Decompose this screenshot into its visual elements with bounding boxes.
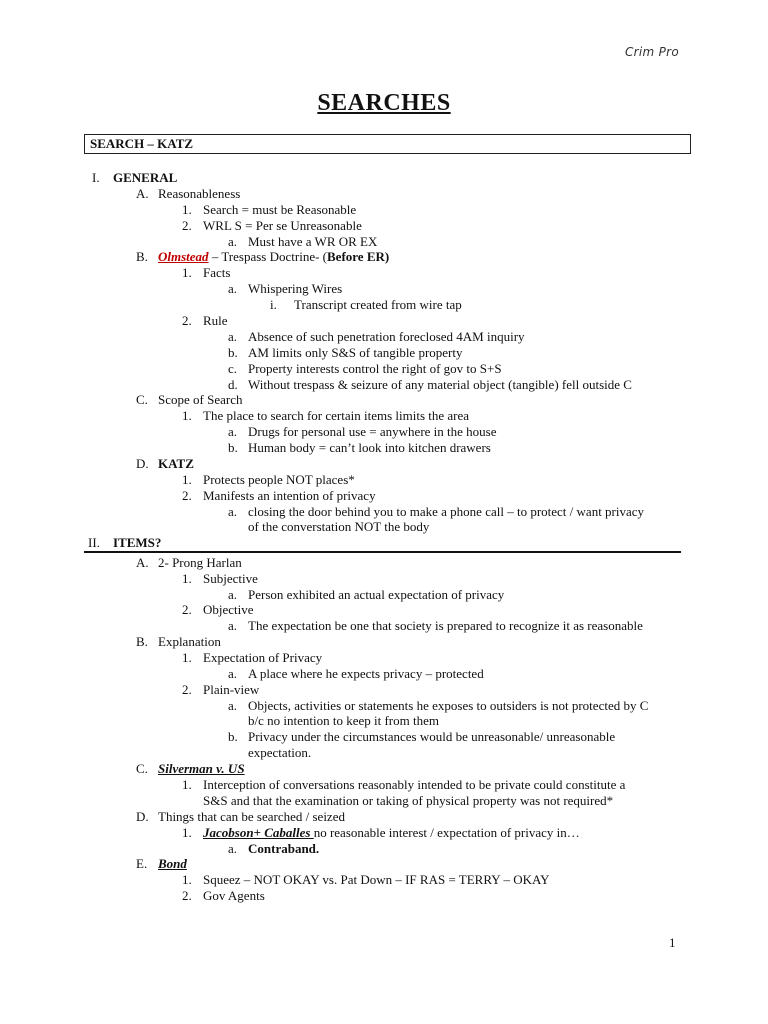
outline-item: The place to search for certain items limits the area	[203, 408, 470, 423]
outline-marker: A.	[136, 186, 149, 201]
outline-marker: 1.	[182, 472, 192, 487]
outline-item: Whispering Wires	[248, 281, 343, 296]
outline-item: Squeez – NOT OKAY vs. Pat Down – IF RAS = TERRY – OKAY	[203, 872, 550, 887]
outline-marker: i.	[270, 297, 277, 312]
outline-marker: 1.	[182, 571, 192, 586]
outline-item: Transcript created from wire tap	[294, 297, 462, 312]
outline-item: b/c no intention to keep it from them	[248, 713, 439, 728]
outline-marker: a.	[228, 424, 238, 439]
outline-marker: 1.	[182, 650, 192, 665]
outline-marker: D.	[136, 456, 149, 471]
outline-marker: C.	[136, 392, 148, 407]
outline-item: Objective	[203, 602, 254, 617]
outline-item: Expectation of Privacy	[203, 650, 323, 665]
outline-marker: B.	[136, 249, 148, 264]
outline-item: Manifests an intention of privacy	[203, 488, 376, 503]
outline-marker: 2.	[182, 218, 192, 233]
outline-marker: 2.	[182, 888, 192, 903]
outline-item: WRL S = Per se Unreasonable	[203, 218, 362, 233]
outline-item: Contraband.	[248, 841, 320, 856]
outline-item: Olmstead – Trespass Doctrine- (Before ER)	[158, 249, 390, 264]
section-rule	[84, 551, 681, 553]
outline-marker: I.	[92, 170, 100, 185]
section-box: SEARCH – KATZ	[84, 134, 691, 154]
outline-marker: 1.	[182, 777, 192, 792]
outline-marker: II.	[88, 535, 100, 550]
outline-marker: a.	[228, 698, 238, 713]
outline-marker: D.	[136, 809, 149, 824]
section-heading: ITEMS?	[113, 535, 162, 550]
outline-marker: C.	[136, 761, 148, 776]
outline-item: Protects people NOT places*	[203, 472, 355, 487]
outline-item: Property interests control the right of gov to S+S	[248, 361, 502, 376]
outline-item: A place where he expects privacy – protected	[248, 666, 484, 681]
case-name: Bond	[158, 856, 187, 871]
outline-marker: b.	[228, 729, 238, 744]
outline-item: AM limits only S&S of tangible property	[248, 345, 463, 360]
outline-marker: 1.	[182, 408, 192, 423]
outline-item: Explanation	[158, 634, 221, 649]
outline-item: expectation.	[248, 745, 312, 760]
outline-item: Must have a WR OR EX	[248, 234, 378, 249]
outline-marker: a.	[228, 281, 238, 296]
case-name: Olmstead	[158, 249, 209, 264]
outline-marker: a.	[228, 618, 238, 633]
outline-item: closing the door behind you to make a phone call – to protect / want privacy	[248, 504, 645, 519]
outline-marker: c.	[228, 361, 238, 376]
outline-marker: 2.	[182, 682, 192, 697]
outline-item: Subjective	[203, 571, 258, 586]
outline-marker: E.	[136, 856, 148, 871]
case-name: Jacobson+ Caballes	[203, 825, 314, 840]
outline-item: Search = must be Reasonable	[203, 202, 357, 217]
outline-item: Facts	[203, 265, 231, 280]
outline-marker: 2.	[182, 488, 192, 503]
outline-marker: A.	[136, 555, 149, 570]
outline-marker: 1.	[182, 825, 192, 840]
outline-item: Rule	[203, 313, 228, 328]
outline-item: Plain-view	[203, 682, 260, 697]
outline-item: Objects, activities or statements he exposes to outsiders is not protected by C	[248, 698, 649, 713]
outline-item: Jacobson+ Caballes no reasonable interest / expectation of privacy in…	[203, 825, 580, 840]
outline-item: Reasonableness	[158, 186, 241, 201]
outline-marker: b.	[228, 440, 238, 455]
outline-marker: a.	[228, 666, 238, 681]
outline-item: Gov Agents	[203, 888, 265, 903]
outline-marker: 1.	[182, 872, 192, 887]
outline-marker: a.	[228, 234, 238, 249]
outline-marker: 2.	[182, 313, 192, 328]
page-title: SEARCHES	[317, 90, 451, 116]
section-heading: GENERAL	[113, 170, 178, 185]
outline-item: Human body = can’t look into kitchen drawers	[248, 440, 491, 455]
outline-item: Interception of conversations reasonably intended to be private could constitute a	[203, 777, 626, 792]
page-number: 1	[669, 935, 676, 950]
outline-item: Person exhibited an actual expectation of privacy	[248, 587, 505, 602]
outline-marker: 1.	[182, 265, 192, 280]
outline-marker: a.	[228, 504, 238, 519]
outline-item: Without trespass & seizure of any material object (tangible) fell outside C	[248, 377, 632, 392]
outline-item: S&S and that the examination or taking of physical property was not required*	[203, 793, 614, 808]
outline-marker: 2.	[182, 602, 192, 617]
course-header: Crim Pro	[624, 45, 679, 59]
outline-item: 2- Prong Harlan	[158, 555, 242, 570]
outline-marker: d.	[228, 377, 238, 392]
case-name: Silverman v. US	[158, 761, 245, 776]
outline-marker: B.	[136, 634, 148, 649]
outline-item: Privacy under the circumstances would be unreasonable/ unreasonable	[248, 729, 616, 744]
outline-marker: a.	[228, 587, 238, 602]
outline-marker: a.	[228, 329, 238, 344]
outline-item: Scope of Search	[158, 392, 243, 407]
outline-marker: 1.	[182, 202, 192, 217]
outline-item: The expectation be one that society is prepared to recognize it as reasonable	[248, 618, 643, 633]
outline-item: Drugs for personal use = anywhere in the house	[248, 424, 497, 439]
outline-item: Absence of such penetration foreclosed 4AM inquiry	[248, 329, 525, 344]
outline-item: of the converstation NOT the body	[248, 519, 430, 534]
outline-item: Things that can be searched / seized	[158, 809, 345, 824]
outline-item: KATZ	[158, 456, 194, 471]
outline-marker: b.	[228, 345, 238, 360]
outline-marker: a.	[228, 841, 238, 856]
